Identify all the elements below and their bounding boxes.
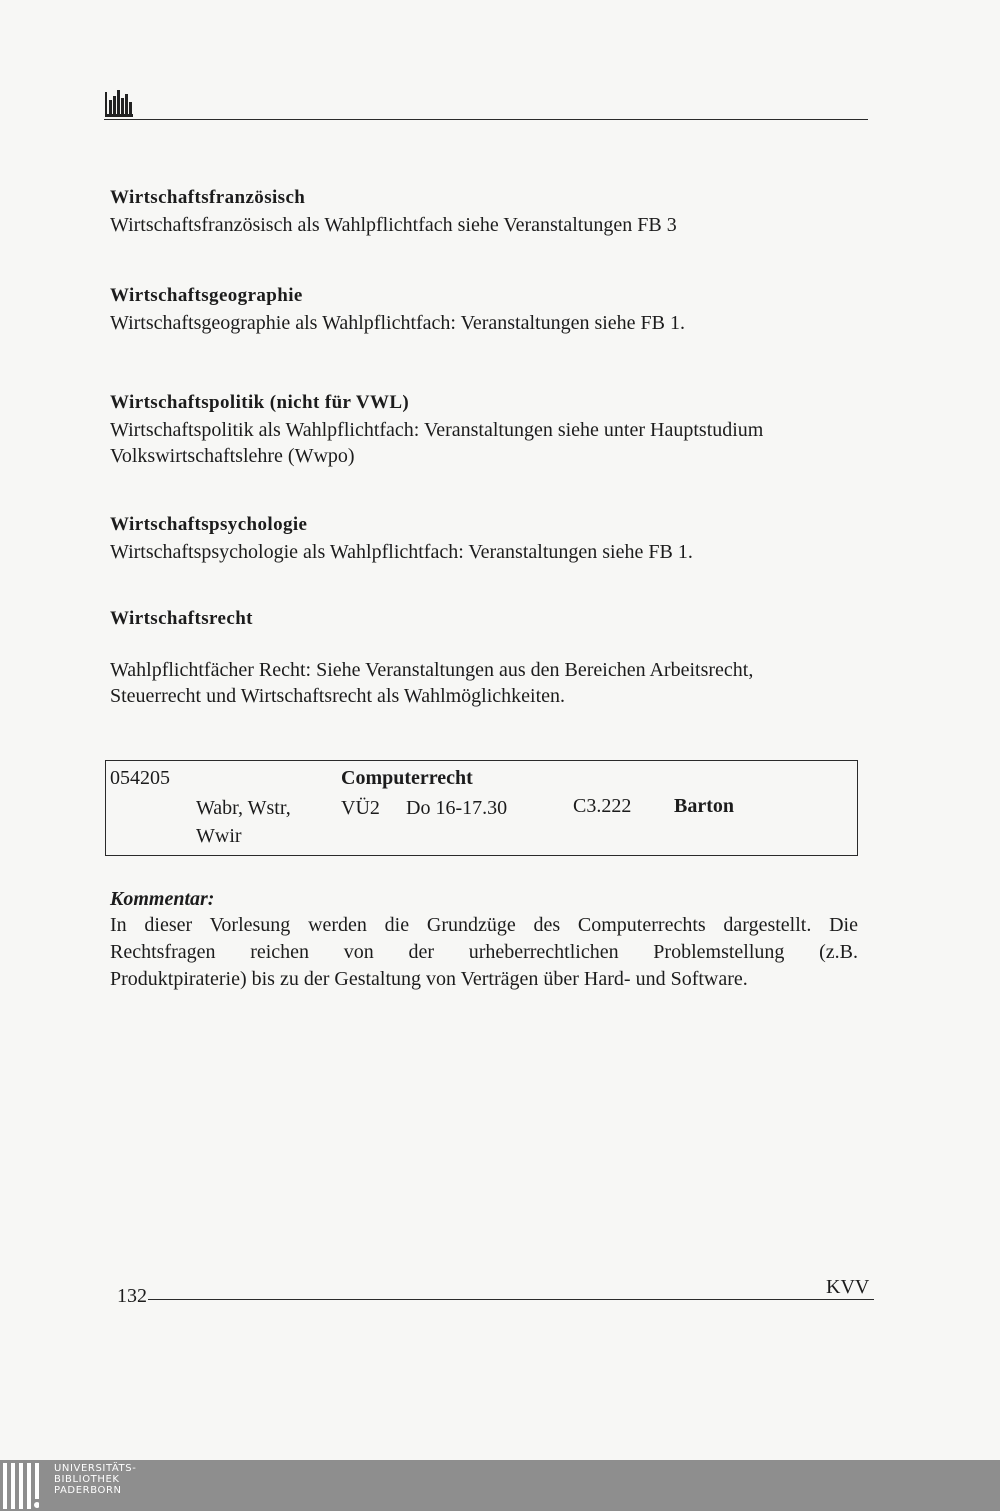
- section-wirtschaftspolitik: [110, 391, 870, 469]
- section-heading: Wirtschaftspolitik (nicht für VWL): [110, 392, 410, 413]
- footer-rule: [148, 1299, 874, 1300]
- section-wirtschaftspsychologie: [110, 513, 870, 565]
- library-footer-bar: [0, 1460, 1000, 1511]
- section-wirtschaftsrecht: [110, 607, 870, 709]
- section-text: Wirtschaftsgeographie als Wahlpflichtfach: Veranstaltungen siehe FB 1.: [110, 312, 686, 334]
- footer-code: KVV: [826, 1276, 870, 1298]
- commentary-line: In dieser Vorlesung werden die Grundzüge des Computerrechts dargestellt. Die: [110, 914, 858, 936]
- course-fields-continued: Wwir: [196, 825, 242, 847]
- course-entry: [105, 760, 858, 856]
- course-title: Computerrecht: [341, 767, 473, 789]
- commentary-block: [110, 886, 870, 993]
- commentary-label: Kommentar:: [110, 888, 215, 910]
- commentary-line: Rechtsfragen reichen von der urheberrechtlichen Problemstellung (z.B.: [110, 941, 858, 963]
- section-text: Wirtschaftspolitik als Wahlpflichtfach: Veranstaltungen siehe unter Hauptstudium: [110, 419, 764, 441]
- course-number: 054205: [110, 767, 170, 789]
- section-wirtschaftsgeographie: [110, 284, 870, 336]
- course-room: C3.222: [573, 795, 632, 817]
- section-text: Wirtschaftsfranzösisch als Wahlpflichtfach siehe Veranstaltungen FB 3: [110, 214, 677, 236]
- header-rule: [104, 119, 868, 120]
- section-text: Wahlpflichtfächer Recht: Siehe Veranstaltungen aus den Bereichen Arbeitsrecht,: [110, 659, 754, 681]
- section-heading: Wirtschaftsrecht: [110, 608, 253, 629]
- library-name-line: PADERBORN: [54, 1485, 122, 1496]
- course-lecturer: Barton: [674, 795, 734, 817]
- section-heading: Wirtschaftspsychologie: [110, 514, 308, 535]
- library-name: [54, 1463, 136, 1496]
- course-time: Do 16-17.30: [406, 797, 508, 819]
- library-logo-icon: [3, 1463, 39, 1509]
- commentary-line: Produktpiraterie) bis zu der Gestaltung von Verträgen über Hard- und Software.: [110, 968, 748, 990]
- course-fields: Wabr, Wstr,: [196, 797, 291, 819]
- section-text: Steuerrecht und Wirtschaftsrecht als Wahlmöglichkeiten.: [110, 685, 566, 707]
- section-text: Volkswirtschaftslehre (Wwpo): [110, 445, 355, 467]
- section-text: Wirtschaftspsychologie als Wahlpflichtfach: Veranstaltungen siehe FB 1.: [110, 541, 693, 563]
- section-heading: Wirtschaftsfranzösisch: [110, 187, 306, 208]
- section-heading: Wirtschaftsgeographie: [110, 285, 303, 306]
- page-number: 132: [117, 1285, 147, 1307]
- building-logo-icon: [104, 86, 134, 118]
- section-wirtschaftsfranzoesisch: [110, 186, 870, 238]
- library-name-line: BIBLIOTHEK: [54, 1474, 120, 1485]
- library-name-line: UNIVERSITÄTS-: [54, 1463, 137, 1474]
- course-type: VÜ2: [341, 797, 380, 819]
